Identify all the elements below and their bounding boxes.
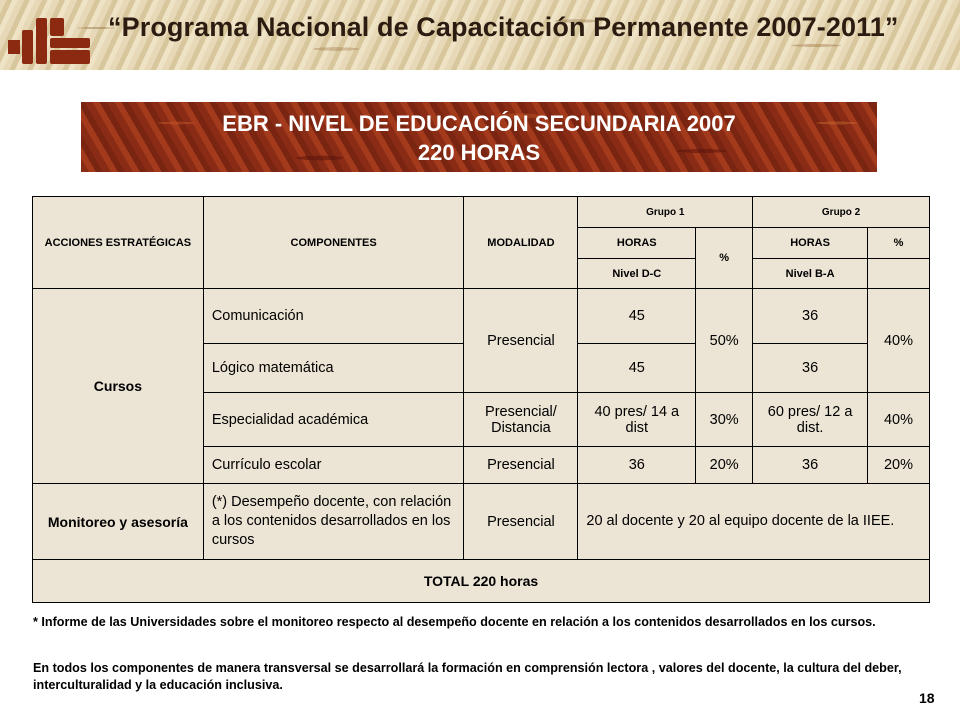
modalidad-cell: Presencial xyxy=(464,447,578,484)
footnote-asterisk: * Informe de las Universidades sobre el monitoreo respecto al desempeño docente en relación a los contenidos desarrollados en los cursos. xyxy=(33,615,876,629)
g2-horas-cell: 60 pres/ 12 a dist. xyxy=(753,393,868,447)
monitoreo-detalle-cell: 20 al docente y 20 al equipo docente de la IIEE. xyxy=(578,484,930,560)
header-nivel-2: Nivel B-A xyxy=(753,259,868,289)
modalidad-cell: Presencial/ Distancia xyxy=(464,393,578,447)
header-horas-1: HORAS xyxy=(578,228,696,259)
total-row: TOTAL 220 horas xyxy=(33,560,930,603)
header-grupo-2: Grupo 2 xyxy=(753,197,930,228)
header-grupo-1: Grupo 1 xyxy=(578,197,753,228)
g1-pct-cell: 20% xyxy=(696,447,753,484)
page-number: 18 xyxy=(919,690,935,706)
g2-horas-cell: 36 xyxy=(753,289,868,344)
page-title: “Programa Nacional de Capacitación Permanente 2007-2011” xyxy=(108,12,899,42)
modalidad-cell: Presencial xyxy=(464,484,578,560)
g1-horas-cell: 36 xyxy=(578,447,696,484)
program-table xyxy=(32,196,930,603)
g1-pct-cell: 50% xyxy=(696,289,753,393)
componente-cell: Especialidad académica xyxy=(203,393,464,447)
modalidad-cell: Presencial xyxy=(464,289,578,393)
row-label-monitoreo: Monitoreo y asesoría xyxy=(33,484,204,560)
g1-horas-cell: 40 pres/ 14 a dist xyxy=(578,393,696,447)
header-componentes: COMPONENTES xyxy=(203,197,464,289)
componente-cell: Lógico matemática xyxy=(203,344,464,393)
banner-line-1: EBR - NIVEL DE EDUCACIÓN SECUNDARIA 2007 xyxy=(222,111,736,136)
componente-cell: Currículo escolar xyxy=(203,447,464,484)
section-banner xyxy=(81,102,877,172)
header-blank-cell xyxy=(868,259,930,289)
header-horas-2: HORAS xyxy=(753,228,868,259)
g2-horas-cell: 36 xyxy=(753,447,868,484)
componente-cell: Comunicación xyxy=(203,289,464,344)
componente-cell: (*) Desempeño docente, con relación a los contenidos desarrollados en los cursos xyxy=(203,484,464,560)
g1-pct-cell: 30% xyxy=(696,393,753,447)
program-logo-icon xyxy=(8,14,94,66)
footnote-transversal: En todos los componentes de manera transversal se desarrollará la formación en comprensión lectora , valores del docente, la cultura del deber, interculturalidad y la educación inclusiva. xyxy=(33,661,902,692)
g1-horas-cell: 45 xyxy=(578,344,696,393)
header-acciones: ACCIONES ESTRATÉGICAS xyxy=(33,197,204,289)
banner-line-2: 220 HORAS xyxy=(417,140,541,165)
header-pct-1: % xyxy=(696,228,753,289)
header-modalidad: MODALIDAD xyxy=(464,197,578,289)
header-pct-2: % xyxy=(868,228,930,259)
g2-pct-cell: 20% xyxy=(868,447,930,484)
g2-pct-cell: 40% xyxy=(868,289,930,393)
row-label-cursos: Cursos xyxy=(33,289,204,484)
header-nivel-1: Nivel D-C xyxy=(578,259,696,289)
g1-horas-cell: 45 xyxy=(578,289,696,344)
g2-horas-cell: 36 xyxy=(753,344,868,393)
g2-pct-cell: 40% xyxy=(868,393,930,447)
header-banner xyxy=(0,0,960,70)
